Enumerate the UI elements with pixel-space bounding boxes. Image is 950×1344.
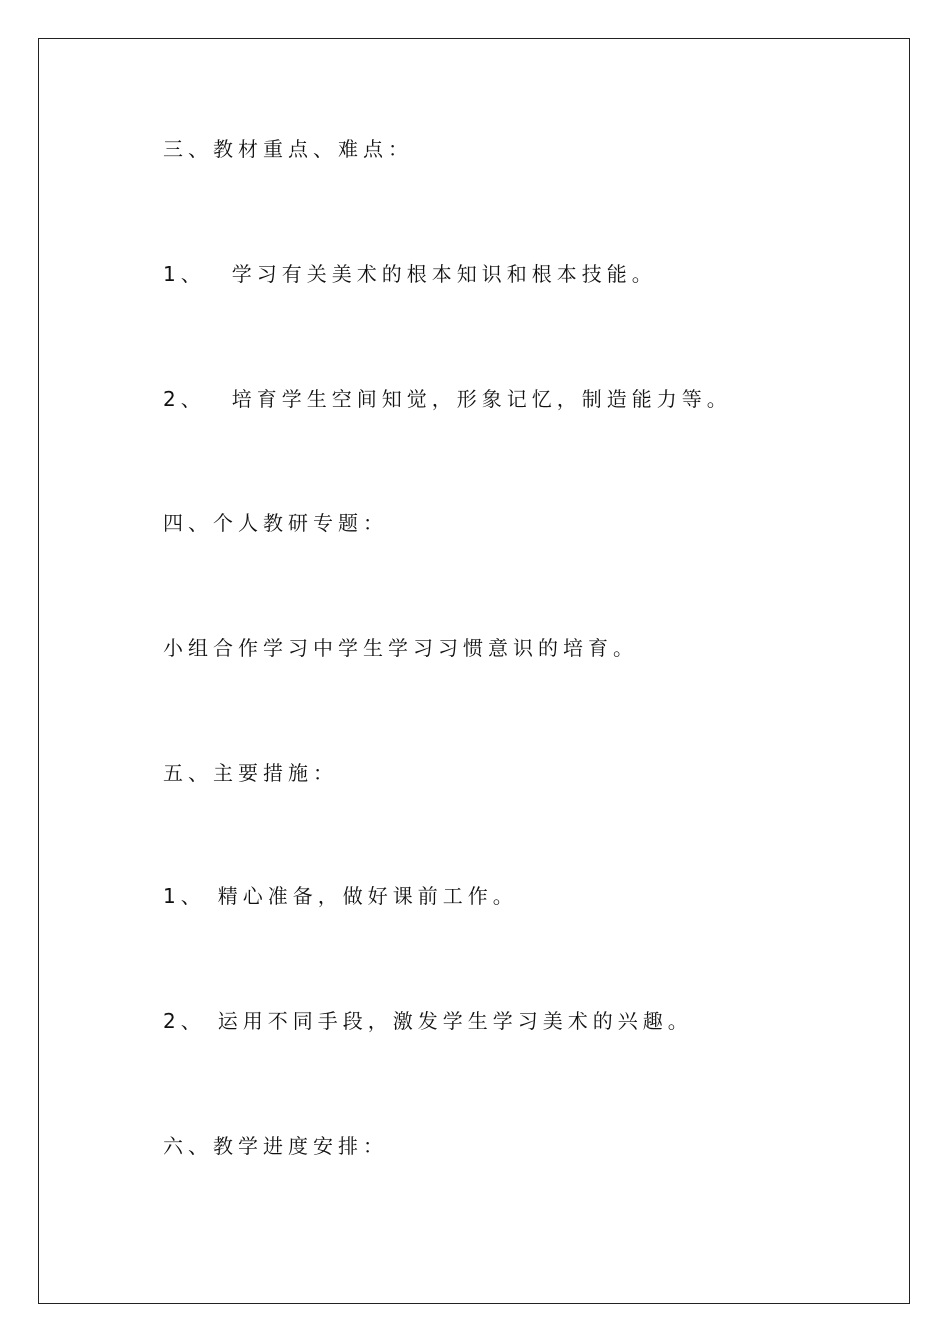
heading-text: 六、教学进度安排：	[163, 1134, 388, 1158]
heading-text: 五、主要措施：	[163, 761, 338, 785]
list-item	[163, 1011, 693, 1031]
list-number: 1、	[163, 884, 206, 908]
list-item	[163, 389, 732, 409]
list-item	[163, 264, 657, 284]
heading-section-6	[163, 1136, 388, 1156]
list-item	[163, 886, 518, 906]
paragraph-text: 小组合作学习中学生学习习惯意识的培育。	[163, 636, 638, 660]
list-number: 2、	[163, 387, 206, 411]
heading-text: 三、教材重点、难点：	[163, 137, 413, 161]
paragraph	[163, 638, 638, 658]
list-item-text: 运用不同手段，激发学生学习美术的兴趣。	[217, 1009, 693, 1033]
heading-section-5	[163, 763, 338, 783]
heading-section-3	[163, 139, 413, 159]
list-number: 2、	[163, 1009, 206, 1033]
page-frame	[38, 38, 910, 1304]
list-number: 1、	[163, 262, 206, 286]
list-item-text: 精心准备，做好课前工作。	[217, 884, 518, 908]
list-item-text: 学习有关美术的根本知识和根本技能。	[231, 262, 657, 286]
heading-section-4	[163, 513, 388, 533]
heading-text: 四、个人教研专题：	[163, 511, 388, 535]
list-item-text: 培育学生空间知觉，形象记忆，制造能力等。	[231, 387, 732, 411]
